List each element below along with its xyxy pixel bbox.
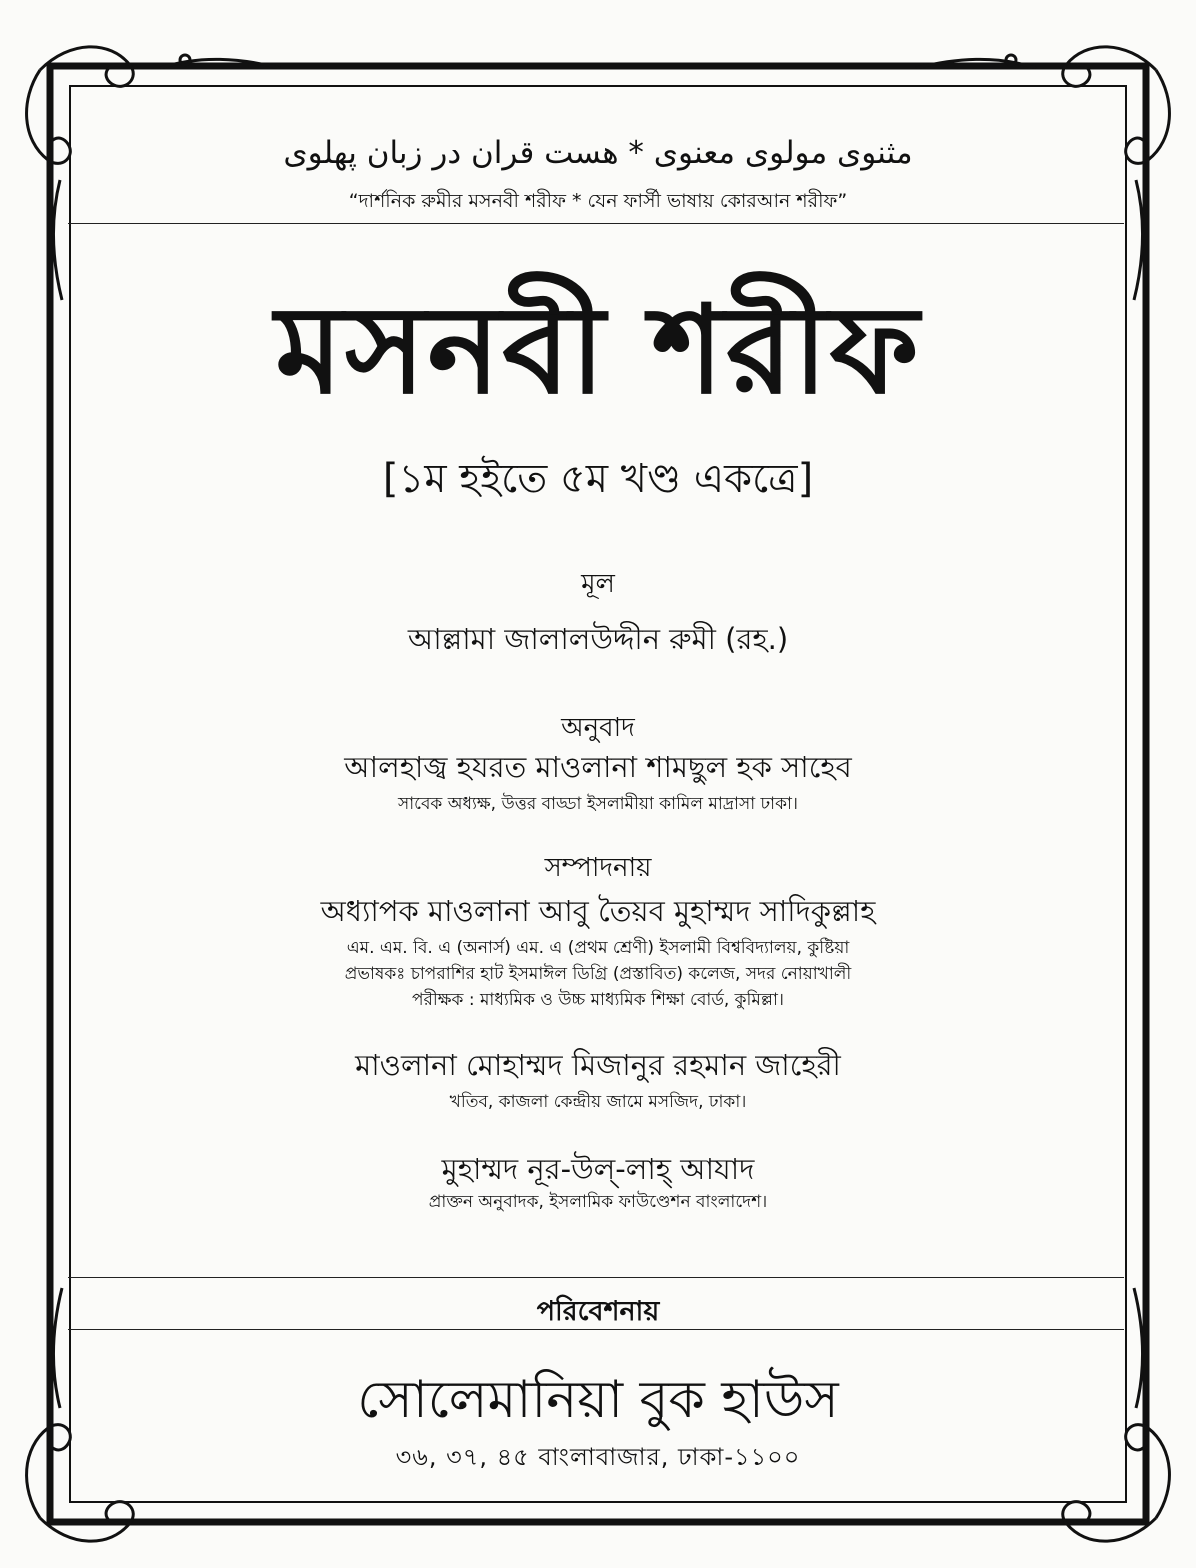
publisher-address: ৩৬, ৩৭, ৪৫ বাংলাবাজার, ঢাকা-১১০০ xyxy=(395,1443,801,1471)
editor2-description: খতিব, কাজলা কেন্দ্রীয় জামে মসজিদ, ঢাকা। xyxy=(449,1092,747,1112)
presented-by-label: পরিবেশনায় xyxy=(536,1296,660,1327)
editor3-name: মুহাম্মদ নূর-উল্-লাহ্ আযাদ xyxy=(441,1152,755,1186)
editor1-position: প্রভাষকঃ চাপরাশির হাট ইসমাঈল ডিগ্রি (প্রস্তাবিত) কলেজ, সদর নোয়াখালী xyxy=(344,964,852,984)
divider-top xyxy=(68,223,1124,224)
translator-description: সাবেক অধ্যক্ষ, উত্তর বাড্ডা ইসলামীয়া কামিল মাদ্রাসা ঢাকা। xyxy=(397,794,798,814)
persian-verse: مثنوی مولوی معنوی * هست قران در زبان پهلوی xyxy=(283,135,913,171)
page-content xyxy=(90,95,1106,1515)
editor3-description: প্রাক্তন অনুবাদক, ইসলামিক ফাউণ্ডেশন বাংলাদেশ। xyxy=(428,1192,768,1212)
original-label: মূল xyxy=(581,569,615,599)
translator-name: আলহাজ্ব হযরত মাওলানা শামছুল হক সাহেব xyxy=(344,750,852,784)
divider-publisher-top xyxy=(68,1277,1124,1278)
divider-publisher-bottom xyxy=(68,1329,1124,1330)
book-title: মসনবী শরীফ xyxy=(275,279,921,421)
author-name: আল্লামা জালালউদ্দীন রুমী (রহ.) xyxy=(407,622,789,656)
volume-note: [১ম হইতে ৫ম খণ্ড একত্রে] xyxy=(382,456,814,502)
translation-label: অনুবাদ xyxy=(561,713,635,743)
editor1-examiner: পরীক্ষক : মাধ্যমিক ও উচ্চ মাধ্যমিক শিক্ষা বোর্ড, কুমিল্লা। xyxy=(412,990,784,1010)
editing-label: সম্পাদনায় xyxy=(544,853,652,883)
editor2-name: মাওলানা মোহাম্মদ মিজানুর রহমান জাহেরী xyxy=(355,1048,841,1082)
publisher-name: সোলেমানিয়া বুক হাউস xyxy=(357,1370,839,1430)
editor1-qualification: এম. এম. বি. এ (অনার্স) এম. এ (প্রথম শ্রেণী) ইসলামী বিশ্ববিদ্যালয়, কুষ্টিয়া xyxy=(346,938,850,958)
bengali-tagline: “দার্শনিক রুমীর মসনবী শরীফ * যেন ফার্সী ভাষায় কোরআন শরীফ” xyxy=(348,190,848,212)
editor1-name: অধ্যাপক মাওলানা আবু তৈয়ব মুহাম্মদ সাদিকুল্লাহ xyxy=(320,894,876,928)
